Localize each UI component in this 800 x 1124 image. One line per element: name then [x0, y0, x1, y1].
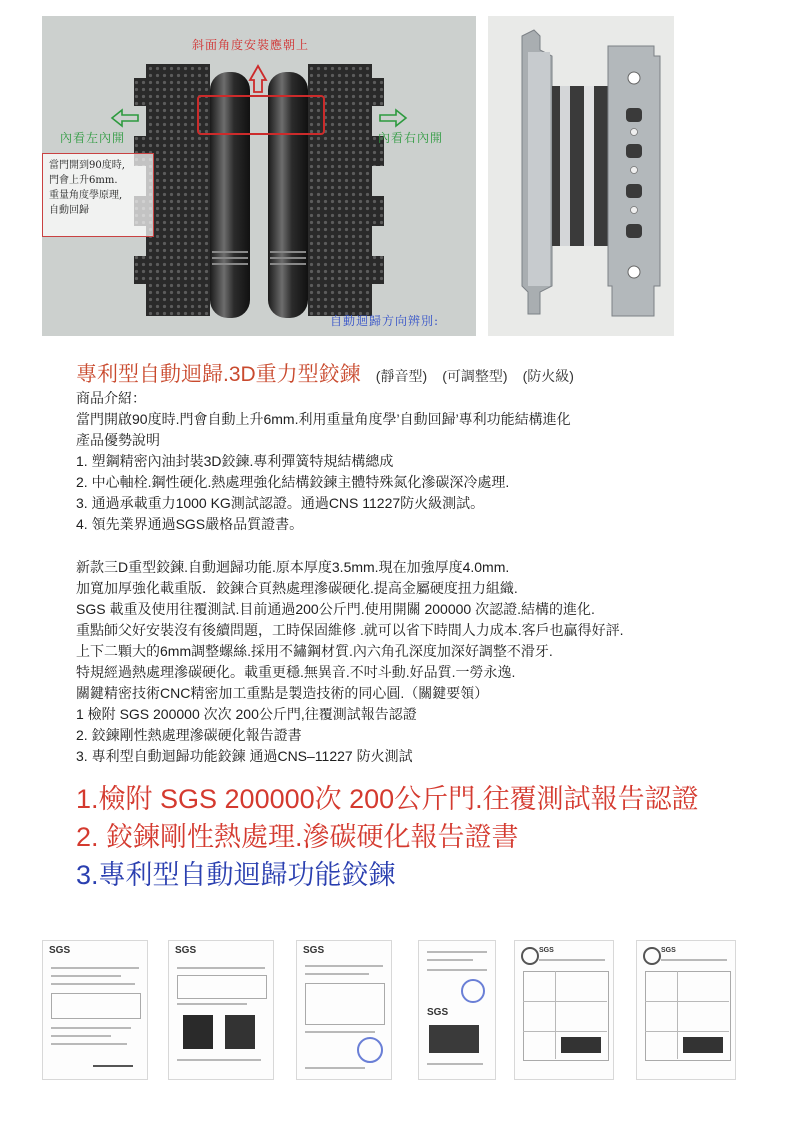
note-line: 門會上升6mm.: [49, 175, 118, 186]
sgs-logo: SGS: [175, 945, 197, 956]
detail-line: 上下二顆大的6mm調整螺絲.採用不鏽鋼材質.內六角孔深度加深好調整不滑牙.: [76, 643, 553, 659]
hinge-photo-right: [488, 16, 674, 336]
title-main: 專利型自動迴歸.3D重力型鉸鍊: [76, 363, 361, 386]
highlight-patent: [76, 853, 396, 892]
left-open-label: 內看左內開: [60, 131, 126, 145]
title-tag: (可調整型): [442, 368, 508, 384]
note-line: 重量角度學原理,: [49, 190, 123, 201]
detail-line: 新款三D重型鉸鍊.自動迴歸功能.原本厚度3.5mm.現在加強厚度4.0mm.: [76, 559, 510, 575]
certificate-thumbnail-2[interactable]: [168, 940, 274, 1080]
highlight-sgs-report: [76, 777, 699, 816]
detail-line: 特規經過熱處理滲碳硬化。載重更穩.無異音.不吋斗動.好品質.一勞永逸.: [76, 664, 516, 680]
detail-line: SGS 載重及使用往覆測試.目前通過200公斤門.使用開關 200000 次認證.結構的進化.: [76, 601, 595, 617]
sgs-logo: SGS: [427, 1007, 449, 1018]
detail-line: 重點師父好安裝沒有後續問題，工時保固維修 .就可以省下時間人力成本.客戶也贏得好評.: [76, 622, 624, 638]
detail-line: 關鍵精密技術CNC精密加工重點是製造技術的同心圓.（關鍵要領）: [76, 685, 489, 701]
detail-line: 加寬加厚強化載重版．鉸鍊合頁熱處理滲碳硬化.提高金屬硬度扭力組織.: [76, 580, 518, 596]
principle-note: [42, 153, 154, 237]
sgs-logo: SGS: [661, 947, 676, 954]
detail-line: 1 檢附 SGS 200000 次次 200公斤門,往覆測試報告認證: [76, 706, 417, 722]
highlight-text: 1.檢附 SGS 200000次 200公斤門.往覆測試報告認證: [76, 784, 699, 814]
hinge-side-illustration: [488, 16, 674, 336]
title-tag: (靜音型): [375, 368, 428, 384]
note-line: 自動回歸: [49, 205, 89, 216]
certificate-thumbnail-5[interactable]: [514, 940, 614, 1080]
intro-line: 3. 通過承載重力1000 KG測試認證。通過CNS 11227防火級測試。: [76, 495, 485, 511]
intro-line: 商品介紹：: [76, 390, 146, 406]
intro-line: 4. 領先業界通過SGS嚴格品質證書。: [76, 516, 304, 532]
highlight-heat-treatment: [76, 815, 519, 854]
hinge-photo-left: [42, 16, 476, 336]
right-open-label: 內看右內開: [378, 131, 444, 145]
detail-line: 2. 鉸鍊剛性熱處理滲碳硬化報告證書: [76, 727, 302, 743]
sgs-logo: SGS: [49, 945, 71, 956]
direction-label: 自動迴歸方向辨別:: [330, 314, 440, 328]
sgs-logo: SGS: [539, 947, 554, 954]
intro-line: 當門開啟90度時.門會自動上升6mm.利用重量角度學’自動回歸’專利功能結構進化: [76, 411, 571, 427]
certificate-thumbnail-6[interactable]: [636, 940, 736, 1080]
product-intro: [76, 388, 571, 535]
intro-line: 產品優勢說明: [76, 432, 160, 448]
highlight-text: 2. 鉸鍊剛性熱處理.滲碳硬化報告證書: [76, 822, 519, 852]
note-line: 當門開到90度時,: [49, 160, 125, 171]
top-orientation-label: 斜面角度安裝應朝上: [192, 38, 310, 52]
certificate-thumbnail-3[interactable]: [296, 940, 392, 1080]
detail-line: 3. 專利型自動迴歸功能鉸鍊 通過CNS–11227 防火測試: [76, 748, 413, 764]
product-details: [76, 557, 624, 767]
highlight-text: 3.專利型自動迴歸功能鉸鍊: [76, 860, 396, 890]
intro-line: 2. 中心軸栓.鋼性硬化.熱處理強化結構鉸鍊主體特殊氮化滲碳深冷處理.: [76, 474, 510, 490]
certificate-thumbnail-1[interactable]: [42, 940, 148, 1080]
sgs-logo: SGS: [303, 945, 325, 956]
intro-line: 1. 塑鋼精密內油封裝3D鉸鍊.專利彈簧特規結構總成: [76, 453, 394, 469]
certificate-thumbnail-4[interactable]: [418, 940, 496, 1080]
title-tag: (防火級): [522, 368, 574, 384]
product-title: [76, 358, 574, 388]
